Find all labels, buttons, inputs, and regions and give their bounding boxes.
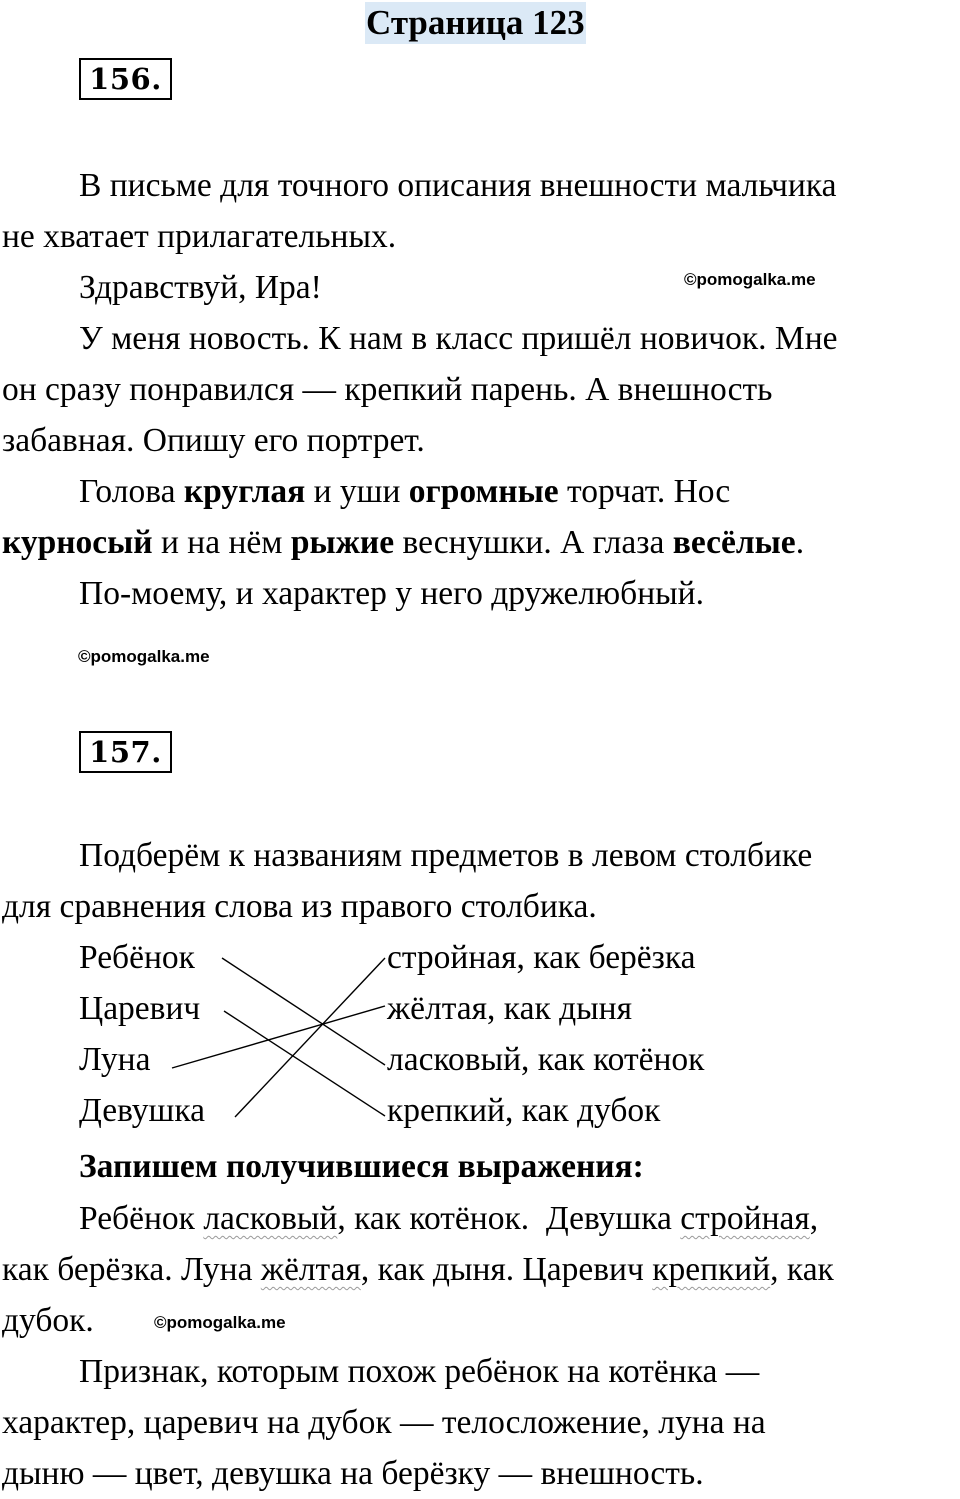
- conclusion-line-2: характер, царевич на дубок — телосложение, луна на: [2, 1404, 766, 1441]
- text: .: [795, 524, 805, 561]
- match-line-rebenok: [222, 958, 385, 1065]
- text: веснушки. А глаза: [394, 524, 673, 561]
- text: и уши: [305, 473, 409, 510]
- underlined-adjective: ласковый: [203, 1200, 338, 1237]
- conclusion-line-1: Признак, которым похож ребёнок на котёнка —: [79, 1353, 760, 1390]
- text: и на нём: [152, 524, 291, 561]
- text: Голова: [79, 473, 184, 510]
- answer-line-2: [2, 1244, 834, 1295]
- letter-p1-line-2: он сразу понравился — крепкий парень. А внешность: [2, 371, 773, 408]
- answer-line-3: дубок.: [2, 1302, 94, 1339]
- ex156-intro-line-1: В письме для точного описания внешности мальчика: [79, 167, 837, 204]
- letter-p1-line-1: У меня новость. К нам в класс пришёл новичок. Мне: [79, 320, 838, 357]
- left-item-2: Царевич: [79, 990, 201, 1027]
- underlined-adjective: стройная: [680, 1200, 810, 1237]
- left-item-1: Ребёнок: [79, 939, 195, 976]
- bold-adjective: курносый: [2, 524, 153, 561]
- bold-adjective: круглая: [183, 473, 306, 510]
- watermark: ©pomogalka.me: [154, 1313, 286, 1332]
- exercise-number-156: 156.: [79, 58, 172, 100]
- exercise-number-157: 157.: [79, 731, 172, 773]
- page-title: Страница 123: [366, 3, 585, 42]
- right-item-1: стройная, как берёзка: [387, 939, 696, 976]
- text: ,: [809, 1200, 819, 1237]
- ex157-intro-line-1: Подберём к названиям предметов в левом столбике: [79, 837, 813, 874]
- text: , как дыня. Царевич: [360, 1251, 653, 1288]
- letter-p1-line-3: забавная. Опишу его портрет.: [2, 422, 425, 459]
- match-line-luna: [172, 1006, 385, 1068]
- watermark: ©pomogalka.me: [684, 270, 816, 289]
- match-line-tsarevich: [224, 1011, 385, 1116]
- answers-heading: Запишем получившиеся выражения:: [79, 1148, 644, 1185]
- text: как берёзка. Луна: [2, 1251, 261, 1288]
- right-item-4: крепкий, как дубок: [387, 1092, 661, 1129]
- bold-adjective: весёлые: [672, 524, 796, 561]
- conclusion-line-3: дыню — цвет, девушка на берёзку — внешность.: [2, 1455, 704, 1492]
- answer-line-1: [79, 1193, 818, 1244]
- underlined-adjective: жёлтая: [260, 1251, 361, 1288]
- right-item-2: жёлтая, как дыня: [387, 990, 632, 1027]
- ex156-intro-line-2: не хватает прилагательных.: [2, 218, 397, 255]
- watermark: ©pomogalka.me: [78, 647, 210, 666]
- text: , как: [770, 1251, 834, 1288]
- bold-adjective: огромные: [408, 473, 559, 510]
- text: Ребёнок: [79, 1200, 204, 1237]
- bold-adjective: рыжие: [290, 524, 395, 561]
- underlined-adjective: крепкий: [652, 1251, 771, 1288]
- letter-p3: По-моему, и характер у него дружелюбный.: [79, 575, 704, 612]
- left-item-4: Девушка: [79, 1092, 205, 1129]
- left-item-3: Луна: [79, 1041, 151, 1078]
- right-item-3: ласковый, как котёнок: [387, 1041, 705, 1078]
- text: , как котёнок. Девушка: [337, 1200, 681, 1237]
- ex157-intro-line-2: для сравнения слова из правого столбика.: [2, 888, 597, 925]
- text: торчат. Нос: [558, 473, 731, 510]
- letter-greeting: Здравствуй, Ира!: [79, 269, 322, 306]
